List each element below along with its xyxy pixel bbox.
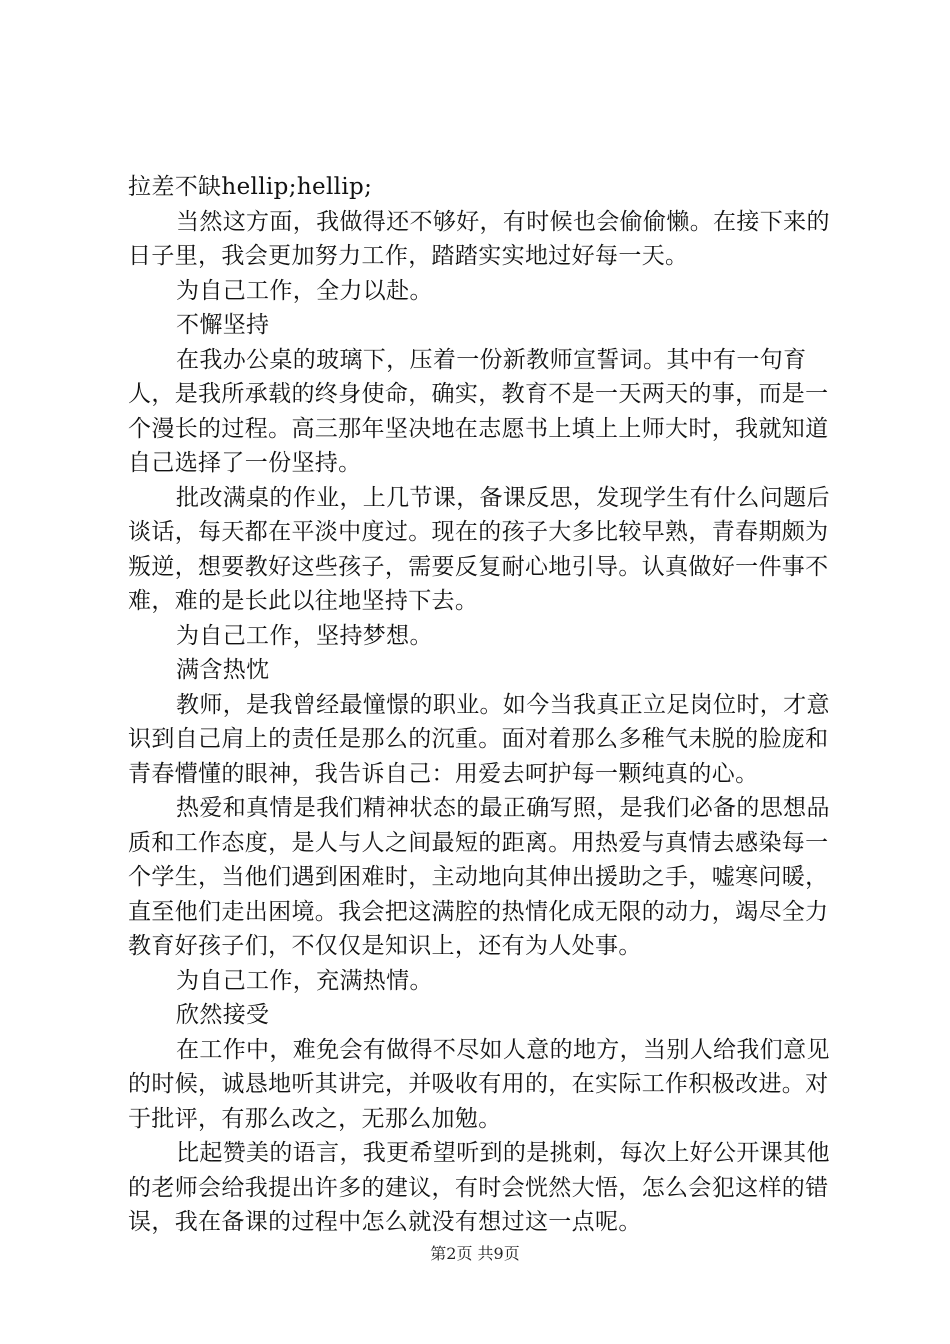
paragraph-2: 当然这方面，我做得还不够好，有时候也会偷偷懒。在接下来的日子里，我会更加努力工作，踏踏实实地过好每一天。 xyxy=(128,208,830,269)
paragraph-11: 为自己工作，充满热情。 xyxy=(176,967,433,994)
document-body xyxy=(128,170,838,1240)
paragraph-13: 在工作中，难免会有做得不尽如人意的地方，当别人给我们意见的时候，诚恳地听其讲完，并吸收有用的，在实际工作积极改进。对于批评，有那么改之，无那么加勉。 xyxy=(128,1036,830,1132)
paragraph-10: 热爱和真情是我们精神状态的最正确写照，是我们必备的思想品质和工作态度，是人与人之间最短的距离。用热爱与真情去感染每一个学生，当他们遇到困难时，主动地向其伸出援助之手，嘘寒问暖，直至他们走出困境。我会把这满腔的热情化成无限的动力，竭尽全力教育好孩子们，不仅仅是知识上，还有为人处事。 xyxy=(128,795,830,959)
page-footer xyxy=(0,1244,950,1264)
paragraph-14: 比起赞美的语言，我更希望听到的是挑刺，每次上好公开课其他的老师会给我提出许多的建议，有时会恍然大悟，怎么会犯这样的错误，我在备课的过程中怎么就没有想过这一点呢。 xyxy=(128,1140,830,1235)
paragraph-3: 为自己工作，全力以赴。 xyxy=(176,277,433,304)
paragraph-1: 拉差不缺hellip;hellip; xyxy=(128,174,373,200)
page-number-label: 第2页 共9页 xyxy=(430,1244,520,1263)
paragraph-6: 批改满桌的作业，上几节课，备课反思，发现学生有什么问题后谈话，每天都在平淡中度过。现在的孩子大多比较早熟，青春期颇为叛逆，想要教好这些孩子，需要反复耐心地引导。认真做好一件事不难，难的是长此以往地坚持下去。 xyxy=(128,484,830,614)
paragraph-5: 在我办公桌的玻璃下，压着一份新教师宣誓词。其中有一句育人，是我所承载的终身使命，确实，教育不是一天两天的事，而是一个漫长的过程。高三那年坚决地在志愿书上填上上师大时，我就知道自己选择了一份坚持。 xyxy=(128,346,829,476)
section-heading-passion: 满含热忱 xyxy=(176,657,270,683)
paragraph-7: 为自己工作，坚持梦想。 xyxy=(176,622,433,649)
section-heading-acceptance: 欣然接受 xyxy=(176,1002,270,1028)
section-heading-persistence: 不懈坚持 xyxy=(176,312,270,338)
paragraph-9: 教师，是我曾经最憧憬的职业。如今当我真正立足岗位时，才意识到自己肩上的责任是那么的沉重。面对着那么多稚气未脱的脸庞和青春懵懂的眼神，我告诉自己：用爱去呵护每一颗纯真的心。 xyxy=(128,691,830,787)
